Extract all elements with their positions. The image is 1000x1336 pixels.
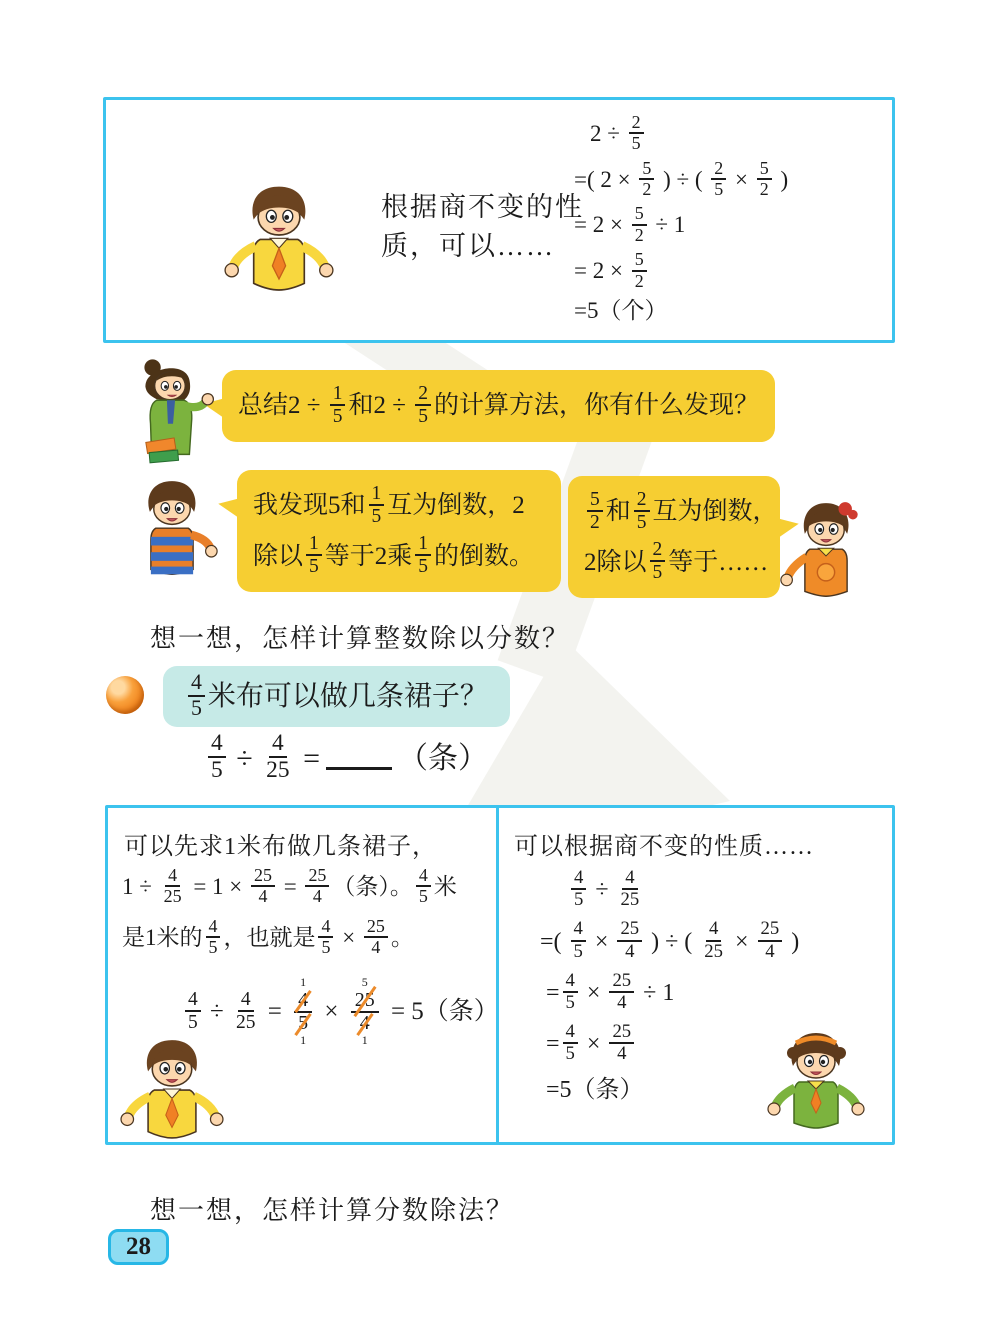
- math-line: 总结2 ÷ $\frac{1}{5}$ 和2 ÷ $\frac{2}{5}$ 的计算方法，你有什么发现？: [238, 383, 759, 428]
- math-line: =5（个）: [574, 297, 668, 323]
- math-line: 1 ÷ $\frac{4}{25}$ = 1 × $\frac{25}{4}$ = $\frac{25}{4}$ （条）。 $\frac{4}{5}$ 米: [122, 865, 457, 907]
- math-line: $\frac{4}{5}$ 米布可以做几条裙子？: [185, 672, 488, 721]
- math-line: $\frac{4}{5}$ ÷ $\frac{4}{25}$: [568, 869, 884, 911]
- top-box-math: [574, 114, 788, 326]
- boy-striped-character: [124, 474, 220, 597]
- quotient-property-box: [103, 97, 895, 343]
- right-intro-text: 可以根据商不变的性质……: [514, 834, 814, 860]
- teacher-bubble: [222, 370, 775, 442]
- left-intro-text: 可以先求1米布做几条裙子，: [124, 834, 437, 860]
- math-line: $\frac{4}{5}$ ÷ $\frac{4}{25}$ = 1 4 5 1 × 5 25 4 1 = 5（条）: [182, 976, 492, 1046]
- math-line: =5（条）: [546, 1076, 644, 1103]
- column-divider: [496, 808, 499, 1142]
- two-methods-box: [105, 805, 895, 1145]
- math-line: = 2 × $\frac{5}{2}$: [574, 251, 788, 292]
- math-line: 2 ÷ $\frac{2}{5}$: [590, 114, 788, 155]
- math-line: =( 2 × $\frac{5}{2}$ ) ÷ ( $\frac{2}{5}$ × $\frac{5}{2}$ ): [574, 157, 789, 200]
- speech-line: 质，可以……: [381, 231, 555, 262]
- think-integer-text: 想一想，怎样计算整数除以分数？: [150, 624, 571, 653]
- page-number-badge: 28: [108, 1229, 169, 1265]
- math-line: 是1米的 $\frac{4}{5}$ ，也就是 $\frac{4}{5}$ × $\frac{25}{4}$ 。: [122, 915, 414, 958]
- math-line: = 2 × $\frac{5}{2}$ ÷ 1: [574, 203, 686, 245]
- girl-character: [778, 494, 874, 619]
- math-line: 我发现5和 $\frac{1}{5}$ 互为倒数，2: [253, 483, 525, 528]
- example-equation: $\frac{4}{5}$ ÷ $\frac{4}{25}$ = （条）: [205, 732, 488, 785]
- girl-green-character: [766, 1026, 866, 1137]
- math-line: = $\frac{4}{5}$ × $\frac{25}{4}$: [546, 1023, 884, 1065]
- boy-character: [224, 182, 334, 315]
- math-line: 2除以 $\frac{2}{5}$ 等于……: [584, 539, 769, 584]
- math-line: 除以 $\frac{1}{5}$ 等于2乘 $\frac{1}{5}$ 的倒数。: [253, 533, 535, 578]
- speech-line: 根据商不变的性: [381, 192, 584, 222]
- example-question-highlight: [163, 666, 510, 727]
- teacher-character: [126, 354, 218, 477]
- boy-character: [120, 1036, 224, 1145]
- math-line: $\frac{5}{2}$ 和 $\frac{2}{5}$ 互为倒数，: [584, 490, 764, 534]
- boy-discovery-bubble: [237, 470, 561, 592]
- think-fraction-text: 想一想，怎样计算分数除法？: [150, 1196, 515, 1225]
- girl-discovery-bubble: [568, 476, 780, 598]
- bullet-bead-icon: [106, 676, 144, 714]
- math-line: = $\frac{4}{5}$ × $\frac{25}{4}$ ÷ 1: [546, 969, 675, 1014]
- math-line: =( $\frac{4}{5}$ × $\frac{25}{4}$ ) ÷ ( $\frac{4}{25}$ × $\frac{25}{4}$ ): [540, 918, 800, 962]
- method-left-column: [122, 822, 499, 1047]
